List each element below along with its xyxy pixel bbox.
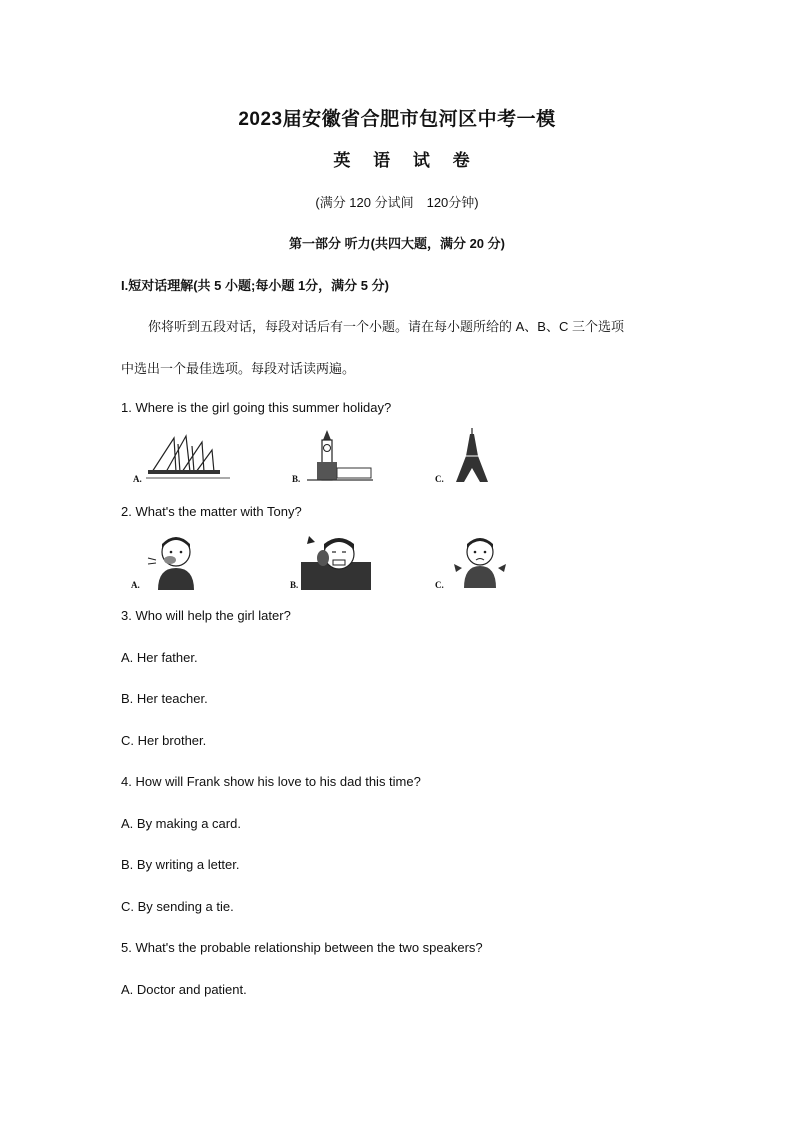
option-2a <box>128 532 208 592</box>
option-1a <box>130 430 230 486</box>
option-1b <box>289 428 374 486</box>
option-label: C. <box>435 580 444 590</box>
option-label: B. <box>292 474 301 484</box>
question-4: 4. How will Frank show his love to his dad this time? <box>121 774 421 789</box>
eiffel-tower-icon <box>452 428 492 484</box>
exam-title: 2023届安徽省合肥市包河区中考一模 <box>238 109 556 130</box>
option-3b: B. Her teacher. <box>121 691 208 706</box>
option-label: B. <box>290 580 299 590</box>
boy-fever-icon <box>448 534 512 590</box>
score-info: (满分 120 分试间 120分钟) <box>315 195 479 210</box>
big-ben-icon <box>307 428 373 484</box>
boy-coughing-icon <box>144 532 208 592</box>
option-5a: A. Doctor and patient. <box>121 982 247 997</box>
option-label: C. <box>435 474 444 484</box>
option-2c <box>432 532 512 592</box>
question-3: 3. Who will help the girl later? <box>121 608 291 623</box>
question-2: 2. What's the matter with Tony? <box>121 504 302 519</box>
sydney-opera-house-icon <box>146 432 230 482</box>
option-3c: C. Her brother. <box>121 733 207 748</box>
option-3a: A. Her father. <box>121 650 198 665</box>
part-heading: 第一部分 听力(共四大题，满分 20 分) <box>289 236 505 251</box>
option-1c <box>432 428 494 486</box>
option-label: A. <box>133 474 142 484</box>
option-4c: C. By sending a tie. <box>121 899 234 914</box>
question-1: 1. Where is the girl going this summer holiday? <box>121 400 392 415</box>
option-2b <box>287 532 371 592</box>
subject-title: 英 语 试 卷 <box>333 151 479 170</box>
section-heading: I.短对话理解(共 5 小题;每小题 1分，满分 5 分) <box>121 278 389 293</box>
option-4b: B. By writing a letter. <box>121 857 240 872</box>
option-4a: A. By making a card. <box>121 816 241 831</box>
instruction-line-1: 你将听到五段对话，每段对话后有一个小题。请在每小题所给的 A、B、C 三个选项 <box>148 319 624 334</box>
option-label: A. <box>131 580 140 590</box>
instruction-line-2: 中选出一个最佳选项。每段对话读两遍。 <box>121 361 356 376</box>
question-5: 5. What's the probable relationship between the two speakers? <box>121 940 483 955</box>
boy-toothache-icon <box>301 532 371 592</box>
